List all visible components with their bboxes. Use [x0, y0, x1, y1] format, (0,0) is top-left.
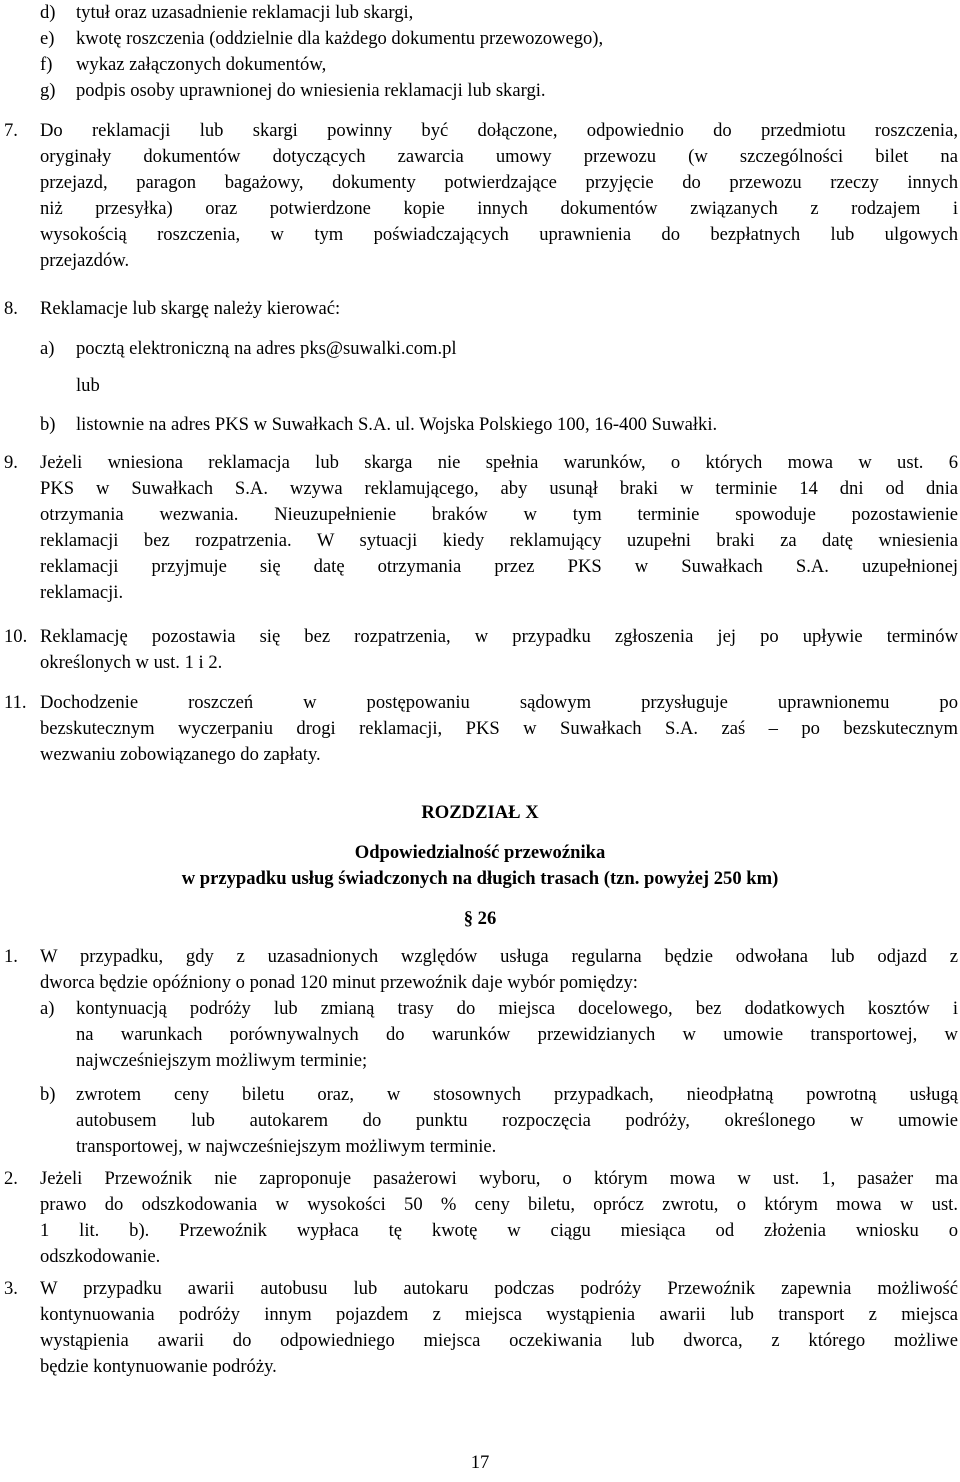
paragraph-line: Jeżeli wniesiona reklamacja lub skarga nie spełnia warunków, o których mowa w ust. 6 [40, 452, 958, 473]
paragraph-line: odszkodowanie. [40, 1246, 161, 1267]
list-text: wykaz załączonych dokumentów, [76, 54, 327, 75]
paragraph-line: kontynuacją podróży lub zmianą trasy do miejsca docelowego, bez dodatkowych kosztów i [76, 998, 958, 1019]
paragraph-line: przejazd, paragon bagażowy, dokumenty potwierdzające przyjęcie do przewozu rzeczy innych [40, 172, 958, 193]
paragraph-line: najwcześniejszym możliwym terminie; [76, 1050, 368, 1071]
paragraph-line: Jeżeli Przewoźnik nie zaproponuje pasażerowi wyboru, o którym mowa w ust. 1, pasażer ma [40, 1168, 958, 1189]
paragraph-body [40, 624, 958, 676]
paragraph-line: przejazdów. [40, 250, 130, 271]
paragraph-line: kontynuowania podróży innym pojazdem z miejsca wystąpienia awarii lub transport z miejsca [40, 1304, 958, 1325]
paragraph-line: otrzymania wezwania. Nieuzupełnienie braków w tym terminie spowoduje pozostawienie [40, 504, 958, 525]
paragraph-body [40, 450, 958, 606]
list-text [76, 1082, 958, 1160]
list-text [76, 996, 958, 1074]
paragraph-line: reklamacji. [40, 582, 124, 603]
paragraph-line: W przypadku awarii autobusu lub autokaru podczas podróży Przewoźnik zapewnia możliwość [40, 1278, 958, 1299]
paragraph-line: Do reklamacji lub skargi powinny być dołączone, odpowiednio do przedmiotu roszczenia, [40, 120, 958, 141]
postal-address-text: listownie na adres PKS w Suwałkach S.A. ul. Wojska Polskiego 100, 16-400 Suwałki. [76, 414, 718, 435]
list-text: tytuł oraz uzasadnienie reklamacji lub skargi, [76, 2, 414, 23]
paragraph-line: będzie kontynuowanie podróży. [40, 1356, 277, 1377]
list-label: f) [40, 54, 53, 75]
paragraph-line: Reklamację pozostawia się bez rozpatrzenia, w przypadku zgłoszenia jej po upływie terminów [40, 626, 958, 647]
paragraph-number: 3. [4, 1278, 18, 1299]
paragraph-line: bezskutecznym wyczerpaniu drogi reklamacji, PKS w Suwałkach S.A. zaś – po bezskutecznym [40, 718, 958, 739]
paragraph-line: wystąpienia awarii do odpowiedniego miejsca oczekiwania lub dworca, z którego możliwe [40, 1330, 958, 1351]
list-label: e) [40, 28, 55, 49]
page-number: 17 [470, 1452, 490, 1473]
paragraph-number: 2. [4, 1168, 18, 1189]
paragraph-text: Reklamacje lub skargę należy kierować: [40, 298, 341, 319]
paragraph-line: prawo do odszkodowania w wysokości 50 % ceny biletu, oprócz zwrotu, o którym mowa w ust. [40, 1194, 958, 1215]
paragraph-line: wezwaniu zobowiązanego do zapłaty. [40, 744, 321, 765]
paragraph-body [40, 1166, 958, 1270]
paragraph-line: reklamacji przyjmuje się datę otrzymania przez PKS w Suwałkach S.A. uzupełnionej [40, 556, 958, 577]
paragraph-line: 1 lit. b). Przewoźnik wypłaca tę kwotę w ciągu miesiąca od złożenia wniosku o [40, 1220, 958, 1241]
chapter-subtitle: w przypadku usług świadczonych na długich trasach (tzn. powyżej 250 km) [181, 868, 779, 889]
paragraph-line: na warunkach porównywalnych do warunków przewidzianych w umowie transportowej, w [76, 1024, 958, 1045]
paragraph-body [40, 690, 958, 768]
paragraph-line: zwrotem ceny biletu oraz, w stosownych przypadkach, nieodpłatną powrotną usługą [76, 1084, 958, 1105]
paragraph-line: PKS w Suwałkach S.A. wzywa reklamującego, aby usunął braki w terminie 14 dni od dnia [40, 478, 958, 499]
paragraph-body [40, 1276, 958, 1380]
paragraph-line: wysokością roszczenia, w tym poświadczających uprawnienia do bezpłatnych lub ulgowych [40, 224, 958, 245]
paragraph-line: oryginały dokumentów dotyczących zawarcia umowy przewozu (w szczególności bilet na [40, 146, 958, 167]
paragraph-line: transportowej, w najwcześniejszym możliwym terminie. [76, 1136, 497, 1157]
paragraph-line: dworca będzie opóźniony o ponad 120 minut przewoźnik daje wybór pomiędzy: [40, 972, 638, 993]
paragraph-body [40, 118, 958, 274]
list-label: g) [40, 80, 56, 101]
paragraph-number: 11. [4, 692, 27, 713]
paragraph-number: 9. [4, 452, 18, 473]
list-label: d) [40, 2, 56, 23]
paragraph-line: Dochodzenie roszczeń w postępowaniu sądowym przysługuje uprawnionemu po [40, 692, 958, 713]
list-text: podpis osoby uprawnionej do wniesienia reklamacji lub skargi. [76, 80, 546, 101]
paragraph-number: 1. [4, 946, 18, 967]
or-text: lub [76, 375, 100, 396]
paragraph-number: 10. [4, 626, 28, 647]
list-label: b) [40, 1084, 56, 1105]
paragraph-line: autobusem lub autokarem do punktu rozpoczęcia podróży, określonego w umowie [76, 1110, 958, 1131]
paragraph-number: 7. [4, 120, 18, 141]
paragraph-line: reklamacji bez rozpatrzenia. W sytuacji kiedy reklamujący uzupełni braki za datę wniesienia [40, 530, 958, 551]
list-label: a) [40, 338, 55, 359]
paragraph-body [40, 944, 958, 996]
paragraph-number: 8. [4, 298, 18, 319]
section-number: § 26 [463, 908, 497, 929]
list-label: b) [40, 414, 56, 435]
paragraph-line: określonych w ust. 1 i 2. [40, 652, 223, 673]
paragraph-line: niż przesyłka) oraz potwierdzone kopie innych dokumentów związanych z rodzajem i [40, 198, 958, 219]
chapter-subtitle: Odpowiedzialność przewoźnika [354, 842, 606, 863]
list-text: kwotę roszczenia (oddzielnie dla każdego dokumentu przewozowego), [76, 28, 604, 49]
paragraph-line: W przypadku, gdy z uzasadnionych względów usługa regularna będzie odwołana lub odjazd z [40, 946, 958, 967]
chapter-title: ROZDZIAŁ X [421, 802, 539, 823]
email-address-text: pocztą elektroniczną na adres pks@suwalki.com.pl [76, 338, 457, 359]
list-label: a) [40, 998, 55, 1019]
